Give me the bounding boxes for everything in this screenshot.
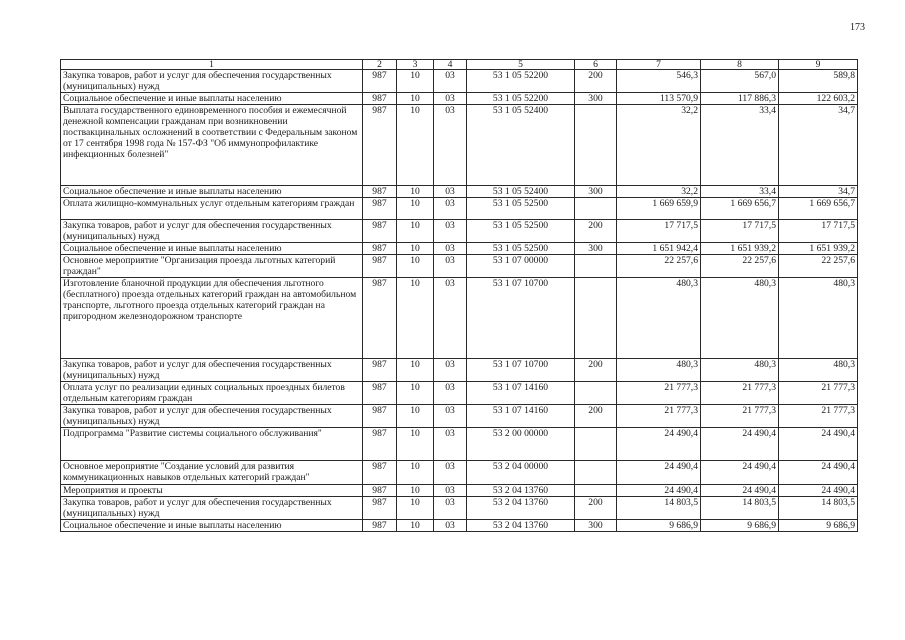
- cell-csr: 53 1 05 52400: [467, 105, 575, 186]
- table-row: [61, 93, 858, 105]
- cell-name: Оплата услуг по реализации единых социальных проездных билетов отдельным категориям граждан: [61, 382, 363, 405]
- header-cell: 3: [397, 60, 434, 70]
- table-row: [61, 405, 858, 428]
- cell-y2: 14 803,5: [701, 497, 779, 520]
- cell-csr: 53 1 07 14160: [467, 405, 575, 428]
- cell-ved: 987: [363, 186, 397, 198]
- cell-y1: 480,3: [617, 359, 701, 382]
- cell-name: Закупка товаров, работ и услуг для обеспечения государственных (муниципальных) нужд: [61, 220, 363, 243]
- cell-csr: 53 2 04 00000: [467, 461, 575, 485]
- cell-rz: 10: [397, 485, 434, 497]
- cell-csr: 53 1 07 00000: [467, 255, 575, 278]
- cell-rz: 10: [397, 105, 434, 186]
- cell-y3: 480,3: [779, 278, 858, 359]
- cell-y3: 122 603,2: [779, 93, 858, 105]
- cell-y2: 22 257,6: [701, 255, 779, 278]
- cell-pr: 03: [434, 461, 467, 485]
- cell-y1: 17 717,5: [617, 220, 701, 243]
- cell-rz: 10: [397, 359, 434, 382]
- cell-y2: 117 886,3: [701, 93, 779, 105]
- cell-y1: 546,3: [617, 70, 701, 93]
- header-cell: 6: [575, 60, 617, 70]
- table-row: [61, 382, 858, 405]
- cell-pr: 03: [434, 278, 467, 359]
- cell-pr: 03: [434, 405, 467, 428]
- cell-y1: 1 669 659,9: [617, 198, 701, 220]
- cell-y3: 34,7: [779, 186, 858, 198]
- cell-rz: 10: [397, 198, 434, 220]
- cell-ved: 987: [363, 428, 397, 461]
- table-row: [61, 485, 858, 497]
- cell-y3: 21 777,3: [779, 405, 858, 428]
- cell-y3: 34,7: [779, 105, 858, 186]
- cell-y2: 1 651 939,2: [701, 243, 779, 255]
- cell-y1: 24 490,4: [617, 485, 701, 497]
- cell-y1: 24 490,4: [617, 461, 701, 485]
- header-cell: 1: [61, 60, 363, 70]
- cell-name: Социальное обеспечение и иные выплаты населению: [61, 93, 363, 105]
- cell-ved: 987: [363, 520, 397, 532]
- cell-ved: 987: [363, 220, 397, 243]
- cell-pr: 03: [434, 220, 467, 243]
- cell-pr: 03: [434, 186, 467, 198]
- cell-rz: 10: [397, 382, 434, 405]
- cell-rz: 10: [397, 461, 434, 485]
- table-row: [61, 520, 858, 532]
- cell-vr: [575, 198, 617, 220]
- cell-y2: 24 490,4: [701, 461, 779, 485]
- cell-rz: 10: [397, 497, 434, 520]
- cell-y1: 24 490,4: [617, 428, 701, 461]
- cell-y3: 14 803,5: [779, 497, 858, 520]
- cell-y2: 9 686,9: [701, 520, 779, 532]
- cell-y1: 14 803,5: [617, 497, 701, 520]
- cell-vr: [575, 428, 617, 461]
- cell-csr: 53 1 05 52400: [467, 186, 575, 198]
- cell-y3: 589,8: [779, 70, 858, 93]
- cell-csr: 53 1 07 10700: [467, 359, 575, 382]
- cell-csr: 53 2 00 00000: [467, 428, 575, 461]
- cell-y2: 33,4: [701, 186, 779, 198]
- cell-y1: 480,3: [617, 278, 701, 359]
- cell-vr: 300: [575, 186, 617, 198]
- cell-y2: 21 777,3: [701, 405, 779, 428]
- cell-vr: 200: [575, 497, 617, 520]
- cell-name: Основное мероприятие "Организация проезда льготных категорий граждан": [61, 255, 363, 278]
- cell-vr: [575, 461, 617, 485]
- cell-ved: 987: [363, 255, 397, 278]
- cell-name: Выплата государственного единовременного пособия и ежемесячной денежной компенсации гражданам при возникновении поствакцинальных осложнений в соответствии с Федеральным законом от 17 сентября 1998 года № 157-ФЗ "Об иммунопрофилактике инфекционных болезней": [61, 105, 363, 186]
- cell-pr: 03: [434, 485, 467, 497]
- cell-rz: 10: [397, 93, 434, 105]
- cell-rz: 10: [397, 428, 434, 461]
- cell-y2: 24 490,4: [701, 428, 779, 461]
- header-cell: 8: [701, 60, 779, 70]
- cell-csr: 53 2 04 13760: [467, 497, 575, 520]
- cell-rz: 10: [397, 520, 434, 532]
- table-row: [61, 461, 858, 485]
- cell-csr: 53 2 04 13760: [467, 520, 575, 532]
- budget-table: [60, 59, 858, 532]
- cell-y1: 32,2: [617, 105, 701, 186]
- cell-csr: 53 1 05 52200: [467, 70, 575, 93]
- cell-ved: 987: [363, 359, 397, 382]
- cell-name: Основное мероприятие "Создание условий для развития коммуникационных навыков отдельных категорий граждан": [61, 461, 363, 485]
- cell-ved: 987: [363, 105, 397, 186]
- cell-rz: 10: [397, 243, 434, 255]
- table-row: [61, 497, 858, 520]
- cell-ved: 987: [363, 461, 397, 485]
- cell-vr: 200: [575, 70, 617, 93]
- table-header: [61, 60, 858, 70]
- cell-ved: 987: [363, 485, 397, 497]
- cell-y2: 21 777,3: [701, 382, 779, 405]
- cell-y2: 1 669 656,7: [701, 198, 779, 220]
- cell-name: Закупка товаров, работ и услуг для обеспечения государственных (муниципальных) нужд: [61, 70, 363, 93]
- cell-rz: 10: [397, 255, 434, 278]
- cell-pr: 03: [434, 497, 467, 520]
- cell-y1: 21 777,3: [617, 382, 701, 405]
- table-row: [61, 186, 858, 198]
- cell-y3: 24 490,4: [779, 428, 858, 461]
- header-cell: 4: [434, 60, 467, 70]
- cell-vr: [575, 485, 617, 497]
- table-row: [61, 105, 858, 186]
- header-cell: 9: [779, 60, 858, 70]
- cell-pr: 03: [434, 382, 467, 405]
- cell-rz: 10: [397, 220, 434, 243]
- cell-y2: 17 717,5: [701, 220, 779, 243]
- cell-csr: 53 1 05 52200: [467, 93, 575, 105]
- cell-name: Социальное обеспечение и иные выплаты населению: [61, 243, 363, 255]
- cell-pr: 03: [434, 520, 467, 532]
- cell-rz: 10: [397, 405, 434, 428]
- cell-y3: 1 651 939,2: [779, 243, 858, 255]
- cell-name: Подпрограмма "Развитие системы социального обслуживания": [61, 428, 363, 461]
- cell-y3: 9 686,9: [779, 520, 858, 532]
- cell-pr: 03: [434, 428, 467, 461]
- cell-name: Оплата жилищно-коммунальных услуг отдельным категориям граждан: [61, 198, 363, 220]
- cell-y2: 480,3: [701, 278, 779, 359]
- cell-y3: 1 669 656,7: [779, 198, 858, 220]
- cell-name: Закупка товаров, работ и услуг для обеспечения государственных (муниципальных) нужд: [61, 359, 363, 382]
- cell-ved: 987: [363, 382, 397, 405]
- cell-csr: 53 1 05 52500: [467, 243, 575, 255]
- table-row: [61, 220, 858, 243]
- cell-y3: 22 257,6: [779, 255, 858, 278]
- cell-rz: 10: [397, 186, 434, 198]
- cell-vr: 200: [575, 405, 617, 428]
- cell-name: Социальное обеспечение и иные выплаты населению: [61, 186, 363, 198]
- cell-vr: [575, 255, 617, 278]
- cell-csr: 53 1 07 14160: [467, 382, 575, 405]
- table-row: [61, 359, 858, 382]
- cell-ved: 987: [363, 243, 397, 255]
- cell-y3: 480,3: [779, 359, 858, 382]
- cell-y3: 24 490,4: [779, 461, 858, 485]
- cell-vr: 300: [575, 243, 617, 255]
- cell-ved: 987: [363, 93, 397, 105]
- cell-csr: 53 1 05 52500: [467, 198, 575, 220]
- cell-vr: 200: [575, 359, 617, 382]
- cell-name: Закупка товаров, работ и услуг для обеспечения государственных (муниципальных) нужд: [61, 497, 363, 520]
- cell-y2: 480,3: [701, 359, 779, 382]
- cell-y1: 1 651 942,4: [617, 243, 701, 255]
- cell-name: Социальное обеспечение и иные выплаты населению: [61, 520, 363, 532]
- cell-ved: 987: [363, 497, 397, 520]
- cell-y3: 21 777,3: [779, 382, 858, 405]
- cell-vr: 200: [575, 220, 617, 243]
- cell-pr: 03: [434, 243, 467, 255]
- cell-name: Мероприятия и проекты: [61, 485, 363, 497]
- cell-vr: 300: [575, 520, 617, 532]
- cell-csr: 53 1 07 10700: [467, 278, 575, 359]
- cell-rz: 10: [397, 70, 434, 93]
- header-cell: 5: [467, 60, 575, 70]
- cell-y1: 22 257,6: [617, 255, 701, 278]
- page-number: 173: [850, 22, 865, 33]
- table-row: [61, 198, 858, 220]
- cell-y2: 24 490,4: [701, 485, 779, 497]
- cell-name: Закупка товаров, работ и услуг для обеспечения государственных (муниципальных) нужд: [61, 405, 363, 428]
- table-row: [61, 70, 858, 93]
- table-body: [61, 70, 858, 532]
- cell-y1: 32,2: [617, 186, 701, 198]
- cell-csr: 53 1 05 52500: [467, 220, 575, 243]
- cell-pr: 03: [434, 93, 467, 105]
- cell-ved: 987: [363, 198, 397, 220]
- cell-y1: 113 570,9: [617, 93, 701, 105]
- cell-y3: 17 717,5: [779, 220, 858, 243]
- cell-pr: 03: [434, 359, 467, 382]
- cell-name: Изготовление бланочной продукции для обеспечения льготного (бесплатного) проезда отдельных категорий граждан на автомобильном транспорте, льготного проезда отдельных категорий граждан на пригородном железнодорожном транспорте: [61, 278, 363, 359]
- cell-rz: 10: [397, 278, 434, 359]
- cell-y2: 567,0: [701, 70, 779, 93]
- cell-vr: [575, 105, 617, 186]
- cell-y1: 21 777,3: [617, 405, 701, 428]
- cell-vr: 300: [575, 93, 617, 105]
- cell-ved: 987: [363, 70, 397, 93]
- cell-ved: 987: [363, 405, 397, 428]
- table-row: [61, 278, 858, 359]
- table-row: [61, 255, 858, 278]
- cell-y2: 33,4: [701, 105, 779, 186]
- cell-pr: 03: [434, 255, 467, 278]
- table-row: [61, 428, 858, 461]
- cell-y3: 24 490,4: [779, 485, 858, 497]
- cell-vr: [575, 278, 617, 359]
- header-cell: 2: [363, 60, 397, 70]
- cell-csr: 53 2 04 13760: [467, 485, 575, 497]
- cell-ved: 987: [363, 278, 397, 359]
- cell-vr: [575, 382, 617, 405]
- cell-pr: 03: [434, 198, 467, 220]
- table-row: [61, 243, 858, 255]
- header-cell: 7: [617, 60, 701, 70]
- cell-y1: 9 686,9: [617, 520, 701, 532]
- cell-pr: 03: [434, 105, 467, 186]
- cell-pr: 03: [434, 70, 467, 93]
